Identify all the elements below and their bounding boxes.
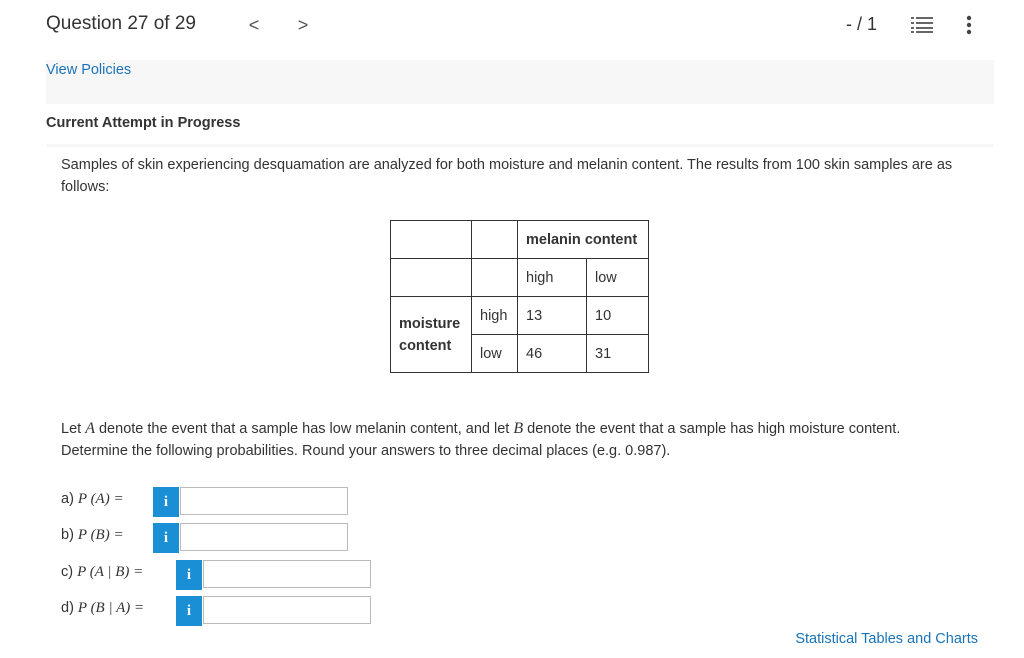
score-display: - / 1	[846, 14, 878, 34]
row-header-line1: moisture	[399, 315, 461, 332]
col-header-melanin: melanin content	[518, 221, 649, 259]
attempt-status: Current Attempt in Progress	[46, 115, 241, 131]
event-a-symbol: A	[85, 420, 95, 437]
info-icon[interactable]: i	[153, 487, 179, 517]
col-high: high	[518, 259, 587, 297]
instruction-text: Let	[61, 421, 86, 437]
table-empty-cell	[472, 259, 518, 297]
instruction-text: denote the event that a sample has high moisture content. Determine the following probabilities. Round your answers to three decimal places (e.g. 0.987).	[61, 421, 901, 459]
table-empty-cell	[391, 221, 472, 259]
probability-expression: P (B | A) =	[77, 600, 145, 616]
table-empty-cell	[391, 259, 472, 297]
part-letter: d)	[61, 600, 78, 616]
probability-expression: P (B) =	[77, 527, 124, 543]
question-list-icon[interactable]	[911, 16, 933, 34]
problem-instruction	[61, 418, 966, 462]
probability-expression: P (A) =	[77, 491, 124, 507]
info-icon[interactable]: i	[176, 560, 202, 590]
question-counter: Question 27 of 29	[46, 13, 196, 34]
row-header-line2: content	[399, 337, 452, 354]
part-letter: a)	[61, 491, 78, 507]
answer-label	[61, 527, 124, 544]
col-low: low	[587, 259, 649, 297]
cell-high-high: 13	[518, 297, 587, 335]
row-low: low	[472, 335, 518, 373]
probability-expression: P (A | B) =	[77, 564, 144, 580]
answer-input-a[interactable]	[180, 487, 348, 515]
answer-input-c[interactable]	[203, 560, 371, 588]
part-letter: c)	[61, 564, 78, 580]
answer-input-b[interactable]	[180, 523, 348, 551]
row-header-moisture	[391, 297, 472, 373]
info-icon[interactable]: i	[176, 596, 202, 626]
part-letter: b)	[61, 527, 78, 543]
table-empty-cell	[472, 221, 518, 259]
cell-low-high: 46	[518, 335, 587, 373]
cell-low-low: 31	[587, 335, 649, 373]
statistical-tables-link[interactable]: Statistical Tables and Charts	[795, 631, 978, 647]
cell-high-low: 10	[587, 297, 649, 335]
answer-label	[61, 564, 143, 581]
event-b-symbol: B	[513, 420, 524, 437]
instruction-text: denote the event that a sample has low melanin content, and let	[94, 421, 514, 437]
answer-input-d[interactable]	[203, 596, 371, 624]
problem-intro: Samples of skin experiencing desquamation are analyzed for both moisture and melanin content. The results from 100 skin samples are as follows:	[61, 157, 953, 195]
chevron-left-icon[interactable]: <	[248, 15, 260, 35]
answer-label	[61, 600, 144, 617]
more-vertical-icon[interactable]	[964, 14, 974, 36]
row-high: high	[472, 297, 518, 335]
top-bar	[0, 0, 1024, 56]
answer-label	[61, 491, 124, 508]
info-icon[interactable]: i	[153, 523, 179, 553]
contingency-table	[390, 220, 649, 373]
chevron-right-icon[interactable]: >	[297, 15, 309, 35]
view-policies-link[interactable]: View Policies	[46, 62, 132, 78]
